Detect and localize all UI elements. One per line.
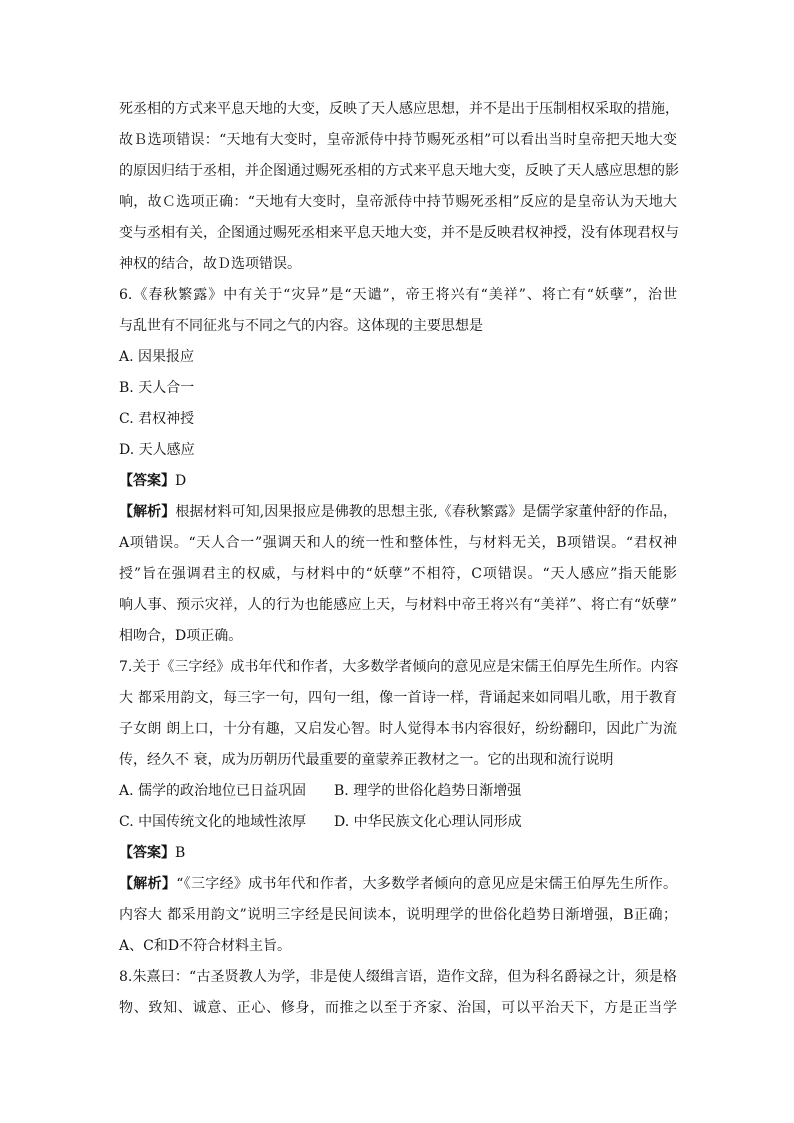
analysis-label: 【解析】 (119, 876, 177, 892)
question-stem-line: 大 都采用韵文，每三字一句，四句一组，像一首诗一样，背诵起来如同唱儿歌，用于教育 (119, 690, 677, 706)
option-b: B. 天人合一 (119, 380, 195, 396)
question-6 (119, 280, 677, 652)
option-a: A. 因果报应 (119, 349, 195, 365)
analysis-line: A、C和D不符合材料主旨。 (119, 938, 292, 954)
question-stem-line: 物、致知、诚意、正心、修身，而推之以至于齐家、治国，可以平治天下，方是正当学 (119, 1000, 677, 1016)
paragraph-line: 死丞相的方式来平息天地的大变，反映了天人感应思想，并不是出于压制相权采取的措施， (119, 101, 679, 117)
analysis-line: 授”旨在强调君主的权威，与材料中的“妖孽”不相符，C项错误。“天人感应”指天能影 (119, 566, 677, 582)
option-d: D. 天人感应 (119, 442, 195, 458)
question-stem-line: 8.朱熹曰：“古圣贤教人为学，非是使人缀缉言语，造作文辞，但为科名爵禄之计，须是格 (119, 969, 677, 985)
question-stem-line: 与乱世有不同征兆与不同之气的内容。这体现的主要思想是 (119, 318, 483, 334)
paragraph-line: 故Ｂ选项错误：“天地有大变时，皇帝派侍中持节赐死丞相”可以看出当时皇帝把天地大变 (119, 132, 677, 148)
question-8 (119, 962, 677, 1024)
analysis-line (119, 869, 677, 900)
document-content (119, 94, 677, 1024)
answer-value: D (175, 473, 187, 489)
analysis-line: 相吻合，D项正确。 (119, 628, 243, 644)
option-a: A. 儒学的政治地位已日益巩固 (119, 783, 307, 799)
answer-value: B (175, 845, 186, 861)
answer-label: 【答案】 (119, 473, 175, 489)
options-row (119, 807, 677, 838)
question-7 (119, 652, 677, 962)
analysis-label: 【解析】 (119, 504, 176, 520)
paragraph-line: 变与丞相有关，企图通过赐死丞相来平息天地大变，并不是反映君权神授，没有体现君权与 (119, 225, 679, 241)
question-stem-line: 6.《春秋繁露》中有关于“灾异”是“天谴”，帝王将兴有“美祥”、将亡有“妖孽”，治世 (119, 287, 677, 303)
analysis-line: 响人事、预示灾祥，人的行为也能感应上天，与材料中帝王将兴有“美祥”、将亡有“妖孽” (119, 597, 677, 613)
question-stem-line: 7.关于《三字经》成书年代和作者，大多数学者倾向的意见应是宋儒王伯厚先生所作。内容 (119, 659, 679, 675)
analysis-line (119, 497, 677, 528)
option-d: D. 中华民族文化心理认同形成 (334, 814, 522, 830)
options-row (119, 776, 677, 807)
analysis-line: 内容大 都采用韵文”说明三字经是民间读本，说明理学的世俗化趋势日渐增强，B正确； (119, 907, 677, 923)
question-stem-line: 传，经久不 衰，成为历朝历代最重要的童蒙养正教材之一。它的出现和流行说明 (119, 752, 614, 768)
answer-line (119, 466, 677, 497)
option-c: C. 中国传统文化的地域性浓厚 (119, 814, 307, 830)
analysis-line: A项错误。“天人合一”强调天和人的统一性和整体性，与材料无关，B项错误。“君权神 (119, 535, 677, 551)
answer-label: 【答案】 (119, 845, 175, 861)
paragraph-line: 的原因归结于丞相，并企图通过赐死丞相的方式来平息天地大变，反映了天人感应思想的影 (119, 163, 679, 179)
option-b: B. 理学的世俗化趋势日渐增强 (334, 783, 522, 799)
option-c: C. 君权神授 (119, 411, 195, 427)
paragraph-line: 神权的结合，故Ｄ选项错误。 (119, 256, 301, 272)
analysis-text: “《三字经》成书年代和作者，大多数学者倾向的意见应是宋儒王伯厚先生所作。 (176, 876, 678, 892)
paragraph-line: 响，故Ｃ选项正确：“天地有大变时，皇帝派侍中持节赐死丞相”反应的是皇帝认为天地大 (119, 194, 677, 210)
q5-analysis-continuation (119, 94, 677, 280)
question-stem-line: 子女朗 朗上口，十分有趣，又启发心智。时人觉得本书内容很好，纷纷翻印，因此广为流 (119, 721, 677, 737)
answer-line (119, 838, 677, 869)
analysis-text: 根据材料可知,因果报应是佛教的思想主张,《春秋繁露》是儒学家董仲舒的作品， (175, 504, 677, 520)
